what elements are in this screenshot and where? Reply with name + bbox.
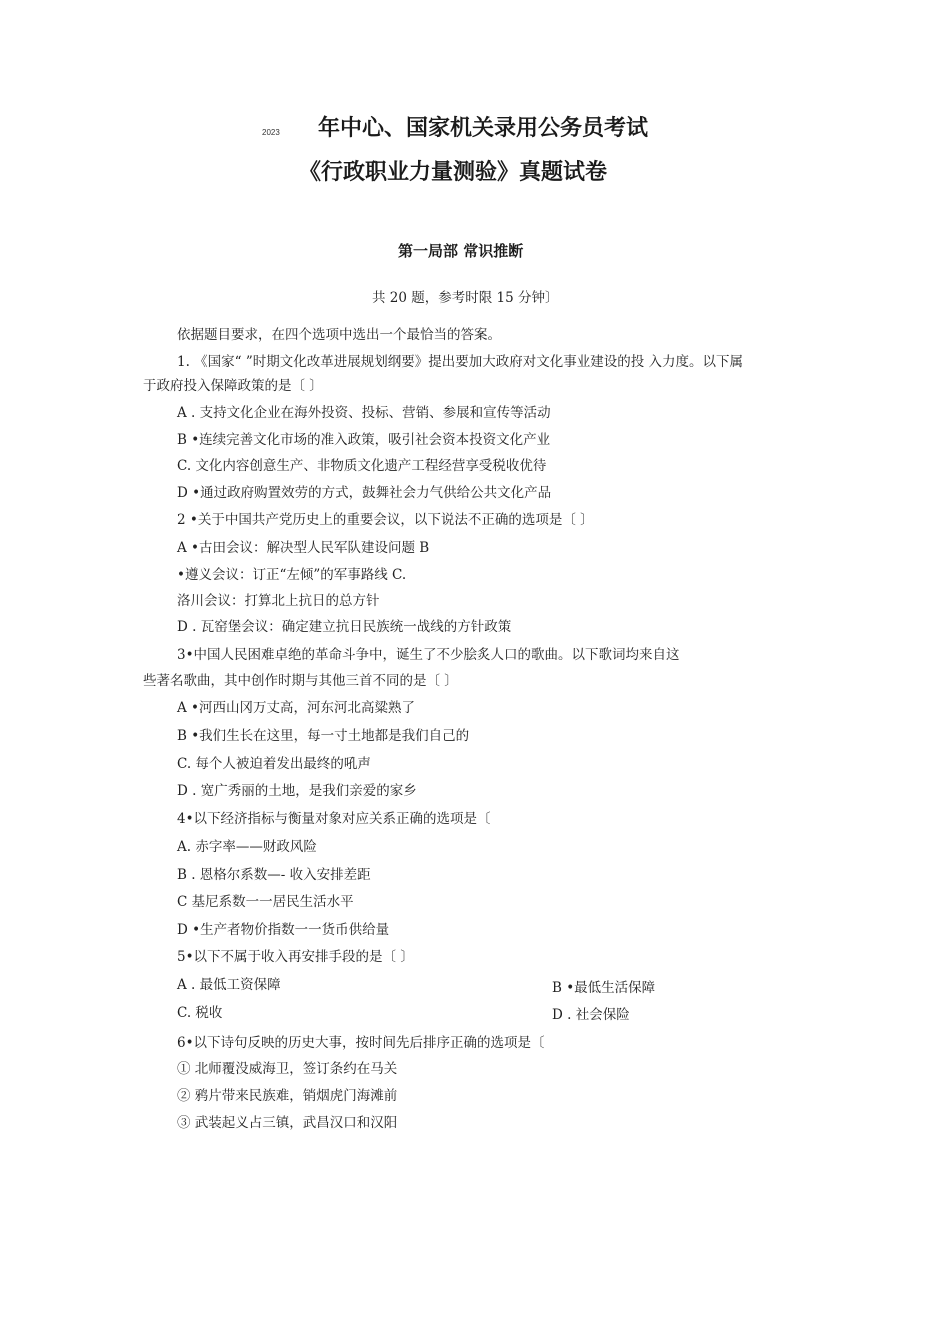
q5-stem: 5•以下不属于收入再安排手段的是〔 〕 [177,949,414,965]
q1-option-c: C. 文化内容创意生产、非物质文化遗产工程经营享受税收优待 [177,458,547,474]
q4-option-d: D •生产者物价指数一一货币供给量 [177,922,390,938]
q1-option-a: A . 支持文化企业在海外投资、投标、营销、参展和宣传等活动 [177,405,551,421]
q6-stem: 6•以下诗句反映的历史大事，按时间先后排序正确的选项是〔 [177,1035,545,1051]
q2-stem: 2 •关于中国共产党历史上的重要会议，以下说法不正确的选项是〔 〕 [177,512,594,528]
q3-option-d: D . 宽广秀丽的土地，是我们亲爱的家乡 [177,783,417,799]
q4-option-c: C 基尼系数一一居民生活水平 [177,894,354,910]
q3-option-a: A •河西山冈万丈高，河东河北高粱熟了 [177,700,416,716]
page-title-line2: 《行政职业力量测验》真题试卷 [299,160,608,185]
exam-year: 2023 [262,128,280,137]
q3-stem-line2: 些著名歌曲，其中创作时期与其他三首不同的是〔 〕 [143,673,458,689]
q4-option-a: A. 赤字率——财政风险 [177,839,317,855]
section-title: 第一局部 常识推断 [398,242,524,260]
q1-stem-line1: 1. 《国家“ ”时期文化改革进展规划纲要》提出要加大政府对文化事业建设的投 入力度。以下属 [177,354,744,370]
q3-stem-line1: 3•中国人民困难卓绝的革命斗争中，诞生了不少脍炙人口的歌曲。以下歌词均来自这 [177,647,680,663]
q1-option-d: D •通过政府购置效劳的方式，鼓舞社会力气供给公共文化产品 [177,485,552,501]
page-title-line1: 年中心、国家机关录用公务员考试 [318,116,649,141]
instruction: 依据题目要求，在四个选项中选出一个最恰当的答案。 [177,327,501,343]
q1-option-b: B •连续完善文化市场的准入政策，吸引社会资本投资文化产业 [177,432,551,448]
q5-option-b: B •最低生活保障 [552,980,656,996]
section-subtitle: 共 20 题，参考时限 15 分钟〕 [372,290,559,306]
q6-item-2: ② 鸦片带来民族难，销烟虎门海滩前 [177,1088,398,1104]
q1-stem-line2: 于政府投入保障政策的是〔 〕 [143,378,323,394]
q4-option-b: B . 恩格尔系数—- 收入安排差距 [177,867,371,883]
q2-option-c: 洛川会议：打算北上抗日的总方针 [177,593,380,609]
q5-option-d: D . 社会保险 [552,1007,630,1023]
q2-option-d: D . 瓦窑堡会议：确定建立抗日民族统一战线的方针政策 [177,619,512,635]
q2-option-b: •遵义会议：订正“左倾”的军事路线 C. [177,567,407,583]
q5-option-c: C. 税收 [177,1005,223,1021]
q3-option-c: C. 每个人被迫着发出最终的吼声 [177,756,371,772]
q6-item-3: ③ 武装起义占三镇，武昌汉口和汉阳 [177,1115,398,1131]
q6-item-1: ① 北师覆没威海卫，签订条约在马关 [177,1061,398,1077]
q5-option-a: A . 最低工资保障 [177,977,281,993]
q2-option-a: A •古田会议：解决型人民军队建设问题 B [177,540,430,556]
q4-stem: 4•以下经济指标与衡量对象对应关系正确的选项是〔 [177,811,491,827]
q3-option-b: B •我们生长在这里，每一寸土地都是我们自己的 [177,728,470,744]
